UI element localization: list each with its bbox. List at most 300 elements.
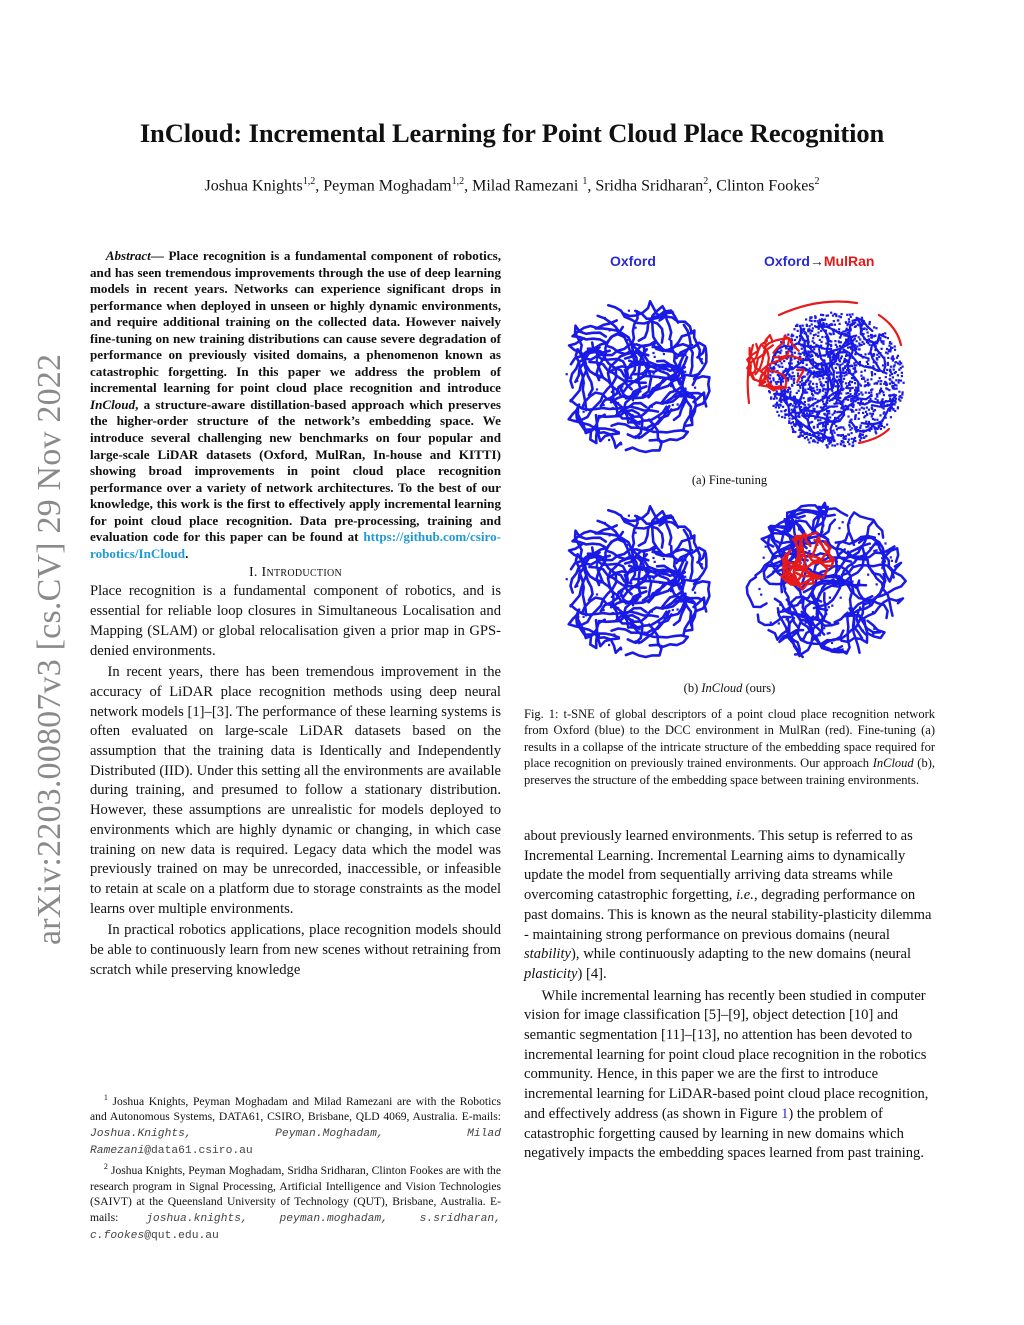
oxford-point bbox=[784, 588, 786, 590]
arxiv-stamp: arXiv:2203.00807v3 [cs.CV] 29 Nov 2022 bbox=[31, 353, 68, 945]
oxford-point bbox=[579, 577, 581, 579]
oxford-point bbox=[631, 619, 633, 621]
oxford-point bbox=[691, 549, 693, 551]
oxford-point bbox=[858, 582, 860, 584]
oxford-point bbox=[878, 392, 880, 394]
oxford-point bbox=[895, 371, 897, 373]
oxford-point bbox=[806, 364, 808, 366]
oxford-point bbox=[596, 388, 598, 390]
oxford-point bbox=[811, 398, 813, 400]
oxford-point bbox=[816, 386, 818, 388]
oxford-point bbox=[825, 389, 827, 391]
oxford-point bbox=[875, 543, 877, 545]
oxford-point bbox=[807, 350, 809, 352]
oxford-point bbox=[881, 348, 883, 350]
oxford-point bbox=[889, 398, 891, 400]
oxford-point bbox=[855, 325, 857, 327]
oxford-point bbox=[663, 558, 665, 560]
author-name: Clinton Fookes bbox=[716, 177, 815, 195]
oxford-point bbox=[804, 401, 806, 403]
oxford-point bbox=[886, 369, 888, 371]
oxford-point bbox=[867, 335, 869, 337]
oxford-point bbox=[847, 415, 849, 417]
oxford-point bbox=[896, 357, 898, 359]
oxford-point bbox=[770, 622, 772, 624]
oxford-point bbox=[833, 333, 835, 335]
oxford-point bbox=[796, 336, 798, 338]
oxford-point bbox=[876, 396, 878, 398]
oxford-point bbox=[861, 317, 863, 319]
oxford-point bbox=[851, 377, 853, 379]
oxford-point bbox=[868, 421, 870, 423]
text: While incremental learning has recently been studied in computer vision for image classification [5]–[9], object detection [10] and semantic segmentation [11]–[13], no attention has been devoted to incremental learning for point cloud place recognition in the robotics community. Hence, in this paper we are the first to introduce incremental learning for LiDAR-based point cloud place recognition, and effectively address (as shown in Figure bbox=[524, 987, 929, 1122]
oxford-point bbox=[829, 416, 831, 418]
oxford-point bbox=[889, 374, 891, 376]
oxford-point bbox=[808, 383, 810, 385]
oxford-point bbox=[853, 362, 855, 364]
oxford-point bbox=[876, 358, 878, 360]
oxford-point bbox=[889, 369, 891, 371]
oxford-point bbox=[630, 560, 632, 562]
oxford-point bbox=[839, 336, 841, 338]
oxford-point bbox=[845, 435, 847, 437]
oxford-point bbox=[880, 428, 882, 430]
oxford-point bbox=[630, 355, 632, 357]
oxford-point bbox=[653, 373, 655, 375]
oxford-point bbox=[614, 368, 616, 370]
footnote-text: Joshua Knights, Peyman Moghadam and Milad Ramezani are with the Robotics and Autonomous Systems, DATA61, CSIRO, Brisbane, QLD 4069, Australia. E-mails: bbox=[90, 1094, 501, 1124]
oxford-point bbox=[790, 422, 792, 424]
oxford-point bbox=[781, 362, 783, 364]
oxford-point bbox=[822, 401, 824, 403]
oxford-point bbox=[836, 411, 838, 413]
oxford-point bbox=[854, 437, 856, 439]
oxford-point bbox=[808, 404, 810, 406]
subfigure-caption-a: (a) Fine-tuning bbox=[691, 473, 768, 487]
oxford-point bbox=[898, 379, 900, 381]
oxford-point bbox=[851, 438, 853, 440]
oxford-point bbox=[859, 348, 861, 350]
oxford-point bbox=[630, 377, 632, 379]
oxford-point bbox=[789, 391, 791, 393]
oxford-point bbox=[858, 393, 860, 395]
oxford-point bbox=[657, 637, 659, 639]
oxford-point bbox=[865, 392, 867, 394]
oxford-point bbox=[579, 372, 581, 374]
oxford-point bbox=[778, 407, 780, 409]
oxford-point bbox=[817, 426, 819, 428]
abstract-end: . bbox=[185, 545, 189, 561]
oxford-point bbox=[817, 332, 819, 334]
oxford-point bbox=[880, 388, 882, 390]
oxford-point bbox=[662, 576, 664, 578]
oxford-point bbox=[804, 437, 806, 439]
oxford-point bbox=[773, 366, 775, 368]
left-column bbox=[90, 248, 501, 980]
oxford-point bbox=[878, 380, 880, 382]
oxford-point bbox=[850, 365, 852, 367]
oxford-point bbox=[873, 326, 875, 328]
oxford-point bbox=[781, 416, 783, 418]
oxford-point bbox=[625, 397, 627, 399]
oxford-point bbox=[870, 378, 872, 380]
oxford-point bbox=[851, 581, 853, 583]
oxford-point bbox=[865, 421, 867, 423]
oxford-point bbox=[780, 404, 782, 406]
author-affiliation: 2 bbox=[814, 176, 820, 187]
oxford-point bbox=[820, 406, 822, 408]
oxford-point bbox=[792, 335, 794, 337]
oxford-point bbox=[577, 616, 579, 618]
oxford-point bbox=[583, 337, 585, 339]
oxford-point bbox=[884, 542, 886, 544]
oxford-point bbox=[681, 557, 683, 559]
oxford-point bbox=[841, 355, 843, 357]
oxford-point bbox=[854, 418, 856, 420]
oxford-point bbox=[791, 384, 793, 386]
oxford-point bbox=[600, 376, 602, 378]
oxford-point bbox=[775, 381, 777, 383]
oxford-point bbox=[861, 344, 863, 346]
oxford-point bbox=[831, 605, 833, 607]
oxford-point bbox=[799, 381, 801, 383]
oxford-point bbox=[865, 426, 867, 428]
oxford-point bbox=[847, 551, 849, 553]
github-link[interactable]: https://github.com/csiro-robotics/InCloud bbox=[90, 529, 501, 561]
oxford-point bbox=[842, 367, 844, 369]
oxford-point bbox=[885, 387, 887, 389]
oxford-point bbox=[657, 432, 659, 434]
oxford-point bbox=[789, 375, 791, 377]
oxford-point bbox=[778, 622, 780, 624]
oxford-point bbox=[896, 388, 898, 390]
oxford-point bbox=[841, 434, 843, 436]
oxford-point bbox=[783, 360, 785, 362]
oxford-point bbox=[895, 379, 897, 381]
oxford-point bbox=[809, 329, 811, 331]
oxford-point bbox=[837, 319, 839, 321]
right-column bbox=[524, 827, 935, 1164]
oxford-point bbox=[834, 445, 836, 447]
oxford-point bbox=[851, 427, 853, 429]
oxford-point bbox=[790, 378, 792, 380]
oxford-point bbox=[821, 318, 823, 320]
oxford-point bbox=[810, 380, 812, 382]
oxford-point bbox=[859, 427, 861, 429]
oxford-point bbox=[810, 354, 812, 356]
oxford-point bbox=[596, 564, 598, 566]
oxford-point bbox=[801, 348, 803, 350]
oxford-point bbox=[894, 384, 896, 386]
oxford-point bbox=[830, 324, 832, 326]
oxford-point bbox=[853, 439, 855, 441]
oxford-point bbox=[792, 428, 794, 430]
oxford-point bbox=[677, 608, 679, 610]
oxford-point bbox=[798, 436, 800, 438]
oxford-point bbox=[871, 415, 873, 417]
oxford-point bbox=[596, 562, 598, 564]
oxford-point bbox=[875, 432, 877, 434]
abstract bbox=[90, 248, 501, 562]
oxford-point bbox=[894, 345, 896, 347]
oxford-point bbox=[871, 374, 873, 376]
abstract-label: Abstract bbox=[105, 248, 151, 263]
oxford-point bbox=[869, 413, 871, 415]
oxford-point bbox=[814, 325, 816, 327]
oxford-point bbox=[848, 443, 850, 445]
oxford-point bbox=[807, 439, 809, 441]
oxford-point bbox=[851, 432, 853, 434]
oxford-point bbox=[819, 634, 821, 636]
oxford-point bbox=[797, 330, 799, 332]
oxford-point bbox=[654, 561, 656, 563]
oxford-point bbox=[612, 612, 614, 614]
oxford-point bbox=[848, 439, 850, 441]
oxford-point bbox=[794, 339, 796, 341]
oxford-point bbox=[812, 327, 814, 329]
oxford-point bbox=[895, 361, 897, 363]
label-oxford: Oxford bbox=[764, 253, 810, 269]
oxford-point bbox=[596, 593, 598, 595]
oxford-point bbox=[882, 398, 884, 400]
oxford-point bbox=[835, 367, 837, 369]
oxford-point bbox=[816, 405, 818, 407]
footnote-emails: Joshua.Knights, Peyman.Moghadam, Milad Ramezani bbox=[90, 1127, 501, 1158]
oxford-point bbox=[802, 325, 804, 327]
oxford-point bbox=[654, 356, 656, 358]
oxford-point bbox=[819, 429, 821, 431]
oxford-point bbox=[866, 414, 868, 416]
oxford-point bbox=[696, 550, 698, 552]
oxford-point bbox=[847, 392, 849, 394]
author-affiliation: 1 bbox=[582, 176, 588, 187]
oxford-point bbox=[889, 378, 891, 380]
oxford-point bbox=[811, 367, 813, 369]
oxford-point bbox=[684, 396, 686, 398]
oxford-point bbox=[777, 374, 779, 376]
oxford-point bbox=[860, 425, 862, 427]
oxford-point bbox=[625, 602, 627, 604]
oxford-point bbox=[873, 353, 875, 355]
label-mulran: MulRan bbox=[823, 253, 875, 269]
oxford-point bbox=[839, 345, 841, 347]
caption-part: Fig. 1: t-SNE of global descriptors of a point cloud place recognition network from Oxford (blue) to the DCC environment in MulRan (red). Fine-tuning (a) results in a collapse of the intricate structure of the embedding space required for place recognition on previously trained environments. Our approach bbox=[524, 707, 935, 771]
oxford-point bbox=[620, 390, 622, 392]
author-name: Joshua Knights bbox=[204, 177, 303, 195]
oxford-point bbox=[809, 351, 811, 353]
oxford-point bbox=[888, 578, 890, 580]
oxford-point bbox=[860, 391, 862, 393]
oxford-point bbox=[859, 409, 861, 411]
oxford-point bbox=[614, 573, 616, 575]
tsne-plot-a-finetuned bbox=[739, 293, 911, 461]
footnote-emails: joshua.knights, peyman.moghadam, s.sridharan, c.fookes bbox=[90, 1212, 501, 1242]
oxford-point bbox=[773, 379, 775, 381]
oxford-point bbox=[632, 399, 634, 401]
oxford-point bbox=[813, 390, 815, 392]
oxford-point bbox=[887, 357, 889, 359]
oxford-point bbox=[835, 315, 837, 317]
oxford-point bbox=[809, 368, 811, 370]
oxford-point bbox=[813, 427, 815, 429]
oxford-point bbox=[612, 407, 614, 409]
oxford-point bbox=[899, 395, 901, 397]
oxford-point bbox=[760, 594, 762, 596]
text-emph: stability bbox=[524, 946, 572, 963]
oxford-point bbox=[793, 328, 795, 330]
oxford-point bbox=[835, 344, 837, 346]
oxford-point bbox=[787, 389, 789, 391]
figure-reference-link[interactable]: 1 bbox=[781, 1105, 789, 1122]
oxford-point bbox=[865, 411, 867, 413]
oxford-point bbox=[863, 378, 865, 380]
oxford-point bbox=[785, 527, 787, 529]
oxford-point bbox=[644, 363, 646, 365]
intro-paragraph-3: In practical robotics applications, place recognition models should be able to continuously learn from new scenes without retraining from scratch while preserving knowledge bbox=[90, 922, 501, 978]
figure-label-oxford-mulran bbox=[764, 253, 874, 269]
oxford-point bbox=[880, 383, 882, 385]
oxford-point bbox=[835, 425, 837, 427]
oxford-point bbox=[768, 390, 770, 392]
oxford-point bbox=[793, 375, 795, 377]
oxford-point bbox=[576, 380, 578, 382]
footnote-text: Joshua Knights, Peyman Moghadam, Sridha Sridharan, Clinton Fookes are with the research program in Signal Processing, Artificial Intelligence and Vision Technologies (SAIVT) at the Queensland University of Technology (QUT), Brisbane, Australia. E-mails: bbox=[90, 1164, 501, 1224]
oxford-point bbox=[891, 382, 893, 384]
oxford-point bbox=[842, 521, 844, 523]
oxford-point bbox=[861, 407, 863, 409]
oxford-point bbox=[858, 412, 860, 414]
oxford-point bbox=[791, 426, 793, 428]
oxford-point bbox=[769, 377, 771, 379]
sub-b-suffix: (ours) bbox=[742, 681, 776, 695]
oxford-point bbox=[826, 603, 828, 605]
oxford-point bbox=[791, 375, 793, 377]
oxford-point bbox=[873, 410, 875, 412]
oxford-point bbox=[887, 364, 889, 366]
oxford-point bbox=[831, 642, 833, 644]
oxford-point bbox=[836, 376, 838, 378]
footnote-mark: 2 bbox=[103, 1162, 108, 1172]
oxford-point bbox=[822, 524, 824, 526]
oxford-point bbox=[819, 389, 821, 391]
oxford-point bbox=[658, 417, 660, 419]
oxford-point bbox=[843, 441, 845, 443]
oxford-point bbox=[644, 426, 646, 428]
oxford-point bbox=[838, 379, 840, 381]
oxford-point bbox=[651, 406, 653, 408]
oxford-point bbox=[806, 436, 808, 438]
caption-part: (b), preserves the structure of the embedding space between training environments. bbox=[524, 756, 935, 787]
caption-text bbox=[524, 706, 935, 788]
oxford-point bbox=[588, 376, 590, 378]
oxford-point bbox=[617, 607, 619, 609]
oxford-point bbox=[852, 405, 854, 407]
oxford-point bbox=[790, 350, 792, 352]
oxford-point bbox=[897, 374, 899, 376]
oxford-point bbox=[891, 385, 893, 387]
oxford-point bbox=[861, 394, 863, 396]
oxford-point bbox=[824, 536, 826, 538]
oxford-point bbox=[838, 340, 840, 342]
oxford-point bbox=[603, 404, 605, 406]
oxford-point bbox=[864, 385, 866, 387]
oxford-point bbox=[899, 363, 901, 365]
oxford-point bbox=[898, 369, 900, 371]
oxford-point bbox=[620, 443, 622, 445]
oxford-point bbox=[840, 341, 842, 343]
oxford-point bbox=[814, 320, 816, 322]
abstract-dash: — bbox=[150, 248, 164, 263]
intro-paragraph-1: Place recognition is a fundamental component of robotics, and is essential for reliable loop closures in Simultaneous Localisation and Mapping (SLAM) or global relocalisation given a prior map in GPS-denied environments. bbox=[90, 583, 501, 659]
oxford-point bbox=[846, 314, 848, 316]
oxford-point bbox=[886, 424, 888, 426]
oxford-point bbox=[797, 384, 799, 386]
oxford-point bbox=[847, 399, 849, 401]
oxford-point bbox=[812, 340, 814, 342]
oxford-point bbox=[874, 383, 876, 385]
oxford-point bbox=[847, 441, 849, 443]
oxford-point bbox=[803, 376, 805, 378]
oxford-point bbox=[830, 312, 832, 314]
oxford-point bbox=[835, 385, 837, 387]
oxford-point bbox=[897, 406, 899, 408]
oxford-point bbox=[840, 357, 842, 359]
oxford-point bbox=[868, 323, 870, 325]
oxford-point bbox=[846, 354, 848, 356]
oxford-point bbox=[691, 344, 693, 346]
oxford-point bbox=[663, 353, 665, 355]
footnotes bbox=[90, 1090, 501, 1244]
oxford-point bbox=[846, 385, 848, 387]
oxford-point bbox=[892, 387, 894, 389]
oxford-point bbox=[851, 313, 853, 315]
oxford-cluster bbox=[758, 615, 790, 625]
oxford-point bbox=[810, 437, 812, 439]
oxford-point bbox=[770, 381, 772, 383]
oxford-point bbox=[781, 555, 783, 557]
oxford-point bbox=[884, 381, 886, 383]
oxford-point bbox=[821, 341, 823, 343]
oxford-point bbox=[831, 373, 833, 375]
oxford-point bbox=[812, 408, 814, 410]
oxford-point bbox=[836, 363, 838, 365]
oxford-point bbox=[769, 367, 771, 369]
oxford-point bbox=[812, 383, 814, 385]
oxford-point bbox=[869, 603, 871, 605]
oxford-point bbox=[852, 441, 854, 443]
oxford-point bbox=[881, 341, 883, 343]
oxford-point bbox=[628, 515, 630, 517]
oxford-point bbox=[677, 403, 679, 405]
arrow-icon: → bbox=[809, 253, 824, 269]
oxford-point bbox=[819, 339, 821, 341]
oxford-point bbox=[814, 317, 816, 319]
oxford-point bbox=[890, 366, 892, 368]
oxford-point bbox=[832, 315, 834, 317]
oxford-point bbox=[843, 428, 845, 430]
oxford-point bbox=[900, 380, 902, 382]
oxford-point bbox=[832, 430, 834, 432]
oxford-point bbox=[817, 442, 819, 444]
oxford-point bbox=[694, 387, 696, 389]
oxford-point bbox=[848, 321, 850, 323]
oxford-point bbox=[652, 557, 654, 559]
oxford-point bbox=[836, 346, 838, 348]
oxford-point bbox=[800, 353, 802, 355]
oxford-point bbox=[642, 579, 644, 581]
oxford-point bbox=[608, 439, 610, 441]
oxford-point bbox=[869, 547, 871, 549]
